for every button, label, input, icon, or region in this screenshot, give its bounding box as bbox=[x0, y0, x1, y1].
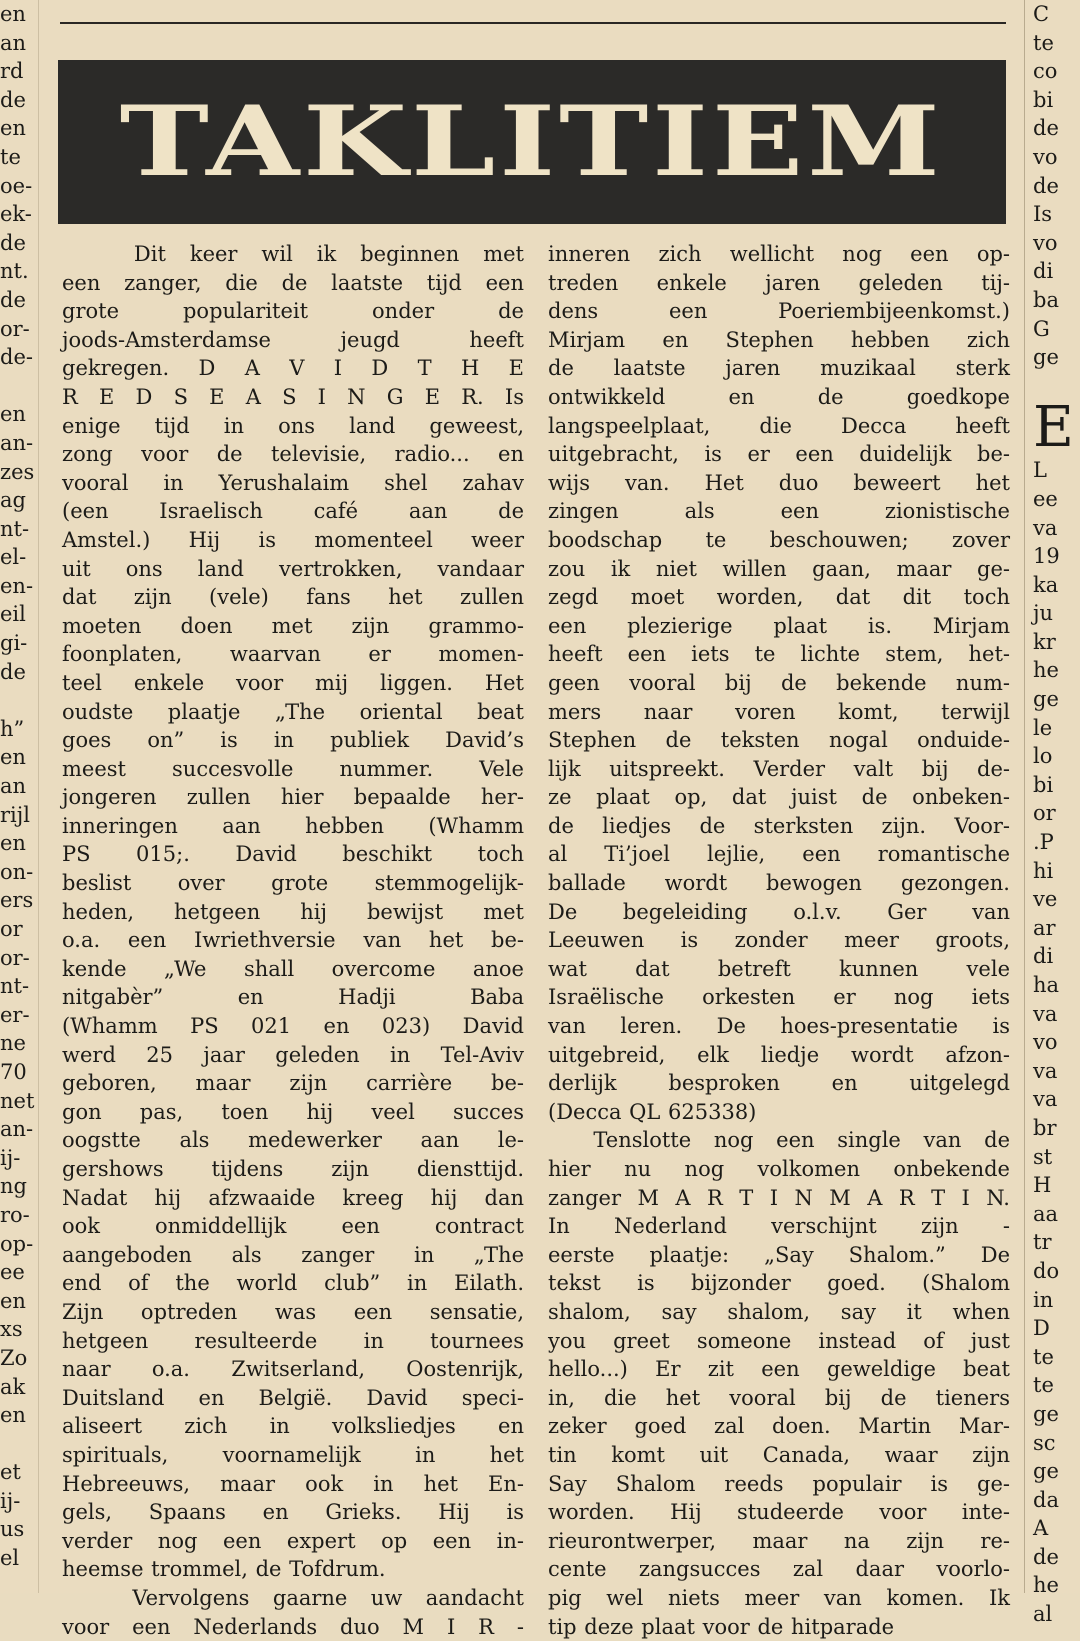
text-line: Hebreeuws, maar ook in het En- bbox=[62, 1470, 524, 1499]
cut-off-text: vo bbox=[1033, 143, 1080, 172]
text-line: geboren, maar zijn carrière be- bbox=[62, 1069, 524, 1098]
cut-off-text: sc bbox=[1033, 1429, 1080, 1458]
text-line: in, die het vooral bij de tieners bbox=[548, 1384, 1010, 1413]
cut-off-text: net bbox=[0, 1087, 36, 1116]
cut-off-text: ar bbox=[1033, 914, 1080, 943]
text-line: aangeboden als zanger in „The bbox=[62, 1241, 524, 1270]
cut-off-text: ju bbox=[1033, 599, 1080, 628]
cut-off-text: or bbox=[1033, 799, 1080, 828]
cut-off-text: Is bbox=[1033, 200, 1080, 229]
cut-off-text: en bbox=[0, 829, 36, 858]
left-neighbor-column bbox=[0, 0, 36, 1593]
text-line: heden, hetgeen hij bewijst met bbox=[62, 898, 524, 927]
text-line: Vervolgens gaarne uw aandacht bbox=[62, 1584, 524, 1613]
text-line: eerste plaatje: „Say Shalom.” De bbox=[548, 1241, 1010, 1270]
text-line: Mirjam en Stephen hebben zich bbox=[548, 326, 1010, 355]
text-line: R E D S E A S I N G E R. Is bbox=[62, 383, 524, 412]
cut-off-text: de bbox=[0, 229, 36, 258]
text-line: gekregen. D A V I D T H E bbox=[62, 354, 524, 383]
text-line: grote populariteit onder de bbox=[62, 297, 524, 326]
text-line: verder nog een expert op een in- bbox=[62, 1527, 524, 1556]
text-line: werd 25 jaar geleden in Tel-Aviv bbox=[62, 1041, 524, 1070]
cut-off-text: gi- bbox=[0, 629, 36, 658]
cut-off-text: nt- bbox=[0, 972, 36, 1001]
text-line: De begeleiding o.l.v. Ger van bbox=[548, 898, 1010, 927]
cut-off-text: hi bbox=[1033, 857, 1080, 886]
text-line: de laatste jaren muzikaal sterk bbox=[548, 354, 1010, 383]
text-line: cente zangsucces zal daar voorlo- bbox=[548, 1555, 1010, 1584]
text-line: Tenslotte nog een single van de bbox=[548, 1126, 1010, 1155]
text-line: al Ti’joel lejlie, een romantische bbox=[548, 840, 1010, 869]
text-line: PS 015;. David beschikt toch bbox=[62, 840, 524, 869]
cut-off-text: he bbox=[1033, 1571, 1080, 1600]
cut-off-text: da bbox=[1033, 1486, 1080, 1515]
text-line: tin komt uit Canada, waar zijn bbox=[548, 1441, 1010, 1470]
cut-off-text: or- bbox=[0, 944, 36, 973]
cut-off-text: ee bbox=[0, 1258, 36, 1287]
cut-off-text: on- bbox=[0, 858, 36, 887]
cut-off-text: te bbox=[1033, 1371, 1080, 1400]
cut-off-text: rd bbox=[0, 57, 36, 86]
column-divider-left bbox=[38, 0, 39, 1593]
cut-off-text: bi bbox=[1033, 86, 1080, 115]
cut-off-text: ak bbox=[0, 1373, 36, 1402]
cut-off-text: ve bbox=[1033, 885, 1080, 914]
cut-off-text: L bbox=[1033, 456, 1080, 485]
text-line: zou ik niet willen gaan, maar ge- bbox=[548, 555, 1010, 584]
cut-off-text bbox=[0, 372, 36, 401]
text-line: naar o.a. Zwitserland, Oostenrijk, bbox=[62, 1355, 524, 1384]
text-line: Leeuwen is zonder meer groots, bbox=[548, 926, 1010, 955]
text-line: (een Israelisch café aan de bbox=[62, 497, 524, 526]
cut-off-text: de- bbox=[0, 343, 36, 372]
cut-off-text: 70 bbox=[0, 1058, 36, 1087]
text-line: wat dat betreft kunnen vele bbox=[548, 955, 1010, 984]
text-line: (Whamm PS 021 en 023) David bbox=[62, 1012, 524, 1041]
cut-off-text: ge bbox=[1033, 343, 1080, 372]
text-line: dens een Poeriembijeenkomst.) bbox=[548, 297, 1010, 326]
text-line: end of the world club” in Eilath. bbox=[62, 1269, 524, 1298]
text-line: goes on” is in publiek David’s bbox=[62, 726, 524, 755]
text-line: Duitsland en België. David speci- bbox=[62, 1384, 524, 1413]
cut-off-text: et bbox=[0, 1458, 36, 1487]
text-line: spirituals, voornamelijk in het bbox=[62, 1441, 524, 1470]
text-line: zong voor de televisie, radio... en bbox=[62, 440, 524, 469]
text-line: meest succesvolle nummer. Vele bbox=[62, 755, 524, 784]
text-line: foonplaten, waarvan er momen- bbox=[62, 640, 524, 669]
cut-off-text: C bbox=[1033, 0, 1080, 29]
cut-off-text: ij- bbox=[0, 1144, 36, 1173]
cut-off-text: de bbox=[0, 86, 36, 115]
cut-off-text: te bbox=[1033, 29, 1080, 58]
text-line: Say Shalom reeds populair is ge- bbox=[548, 1470, 1010, 1499]
cut-off-text: el- bbox=[0, 543, 36, 572]
cut-off-text: di bbox=[1033, 942, 1080, 971]
cut-off-text: ge bbox=[1033, 685, 1080, 714]
text-line: boodschap te beschouwen; zover bbox=[548, 526, 1010, 555]
cut-off-text: ag bbox=[0, 486, 36, 515]
text-line: lijk uitspreekt. Verder valt bij de- bbox=[548, 755, 1010, 784]
cut-off-text bbox=[0, 1430, 36, 1459]
cut-off-text: D bbox=[1033, 1314, 1080, 1343]
text-line: (Decca QL 625338) bbox=[548, 1098, 1010, 1127]
cut-off-text: rijl bbox=[0, 801, 36, 830]
cut-off-text: ng bbox=[0, 1172, 36, 1201]
text-line: mers naar voren komt, terwijl bbox=[548, 698, 1010, 727]
title-banner bbox=[58, 60, 1006, 224]
cut-off-text: vo bbox=[1033, 229, 1080, 258]
cut-off-text: A bbox=[1033, 1514, 1080, 1543]
right-neighbor-column bbox=[1033, 0, 1080, 1593]
text-line: gels, Spaans en Grieks. Hij is bbox=[62, 1498, 524, 1527]
cut-off-text: va bbox=[1033, 514, 1080, 543]
article-column-middle bbox=[548, 240, 1010, 1641]
cut-off-text: 19 bbox=[1033, 542, 1080, 571]
text-line: heemse trommel, de Tofdrum. bbox=[62, 1555, 524, 1584]
text-line: uitgebreid, elk liedje wordt afzon- bbox=[548, 1041, 1010, 1070]
cut-off-text bbox=[0, 686, 36, 715]
text-line: derlijk besproken en uitgelegd bbox=[548, 1069, 1010, 1098]
text-line: hello...) Er zit een geweldige beat bbox=[548, 1355, 1010, 1384]
text-line: de liedjes de sterksten zijn. Voor- bbox=[548, 812, 1010, 841]
cut-off-text: el bbox=[0, 1544, 36, 1573]
text-line: vooral in Yerushalaim shel zahav bbox=[62, 469, 524, 498]
column-divider-right bbox=[1024, 0, 1025, 1593]
cut-off-text: de bbox=[1033, 114, 1080, 143]
text-line: geen vooral bij de bekende num- bbox=[548, 669, 1010, 698]
cut-off-text: zes bbox=[0, 458, 36, 487]
cut-off-text: ne bbox=[0, 1029, 36, 1058]
cut-off-text: de bbox=[0, 658, 36, 687]
text-line: moeten doen met zijn grammo- bbox=[62, 612, 524, 641]
cut-off-text: st bbox=[1033, 1143, 1080, 1172]
cut-off-text: aa bbox=[1033, 1200, 1080, 1229]
text-line: hetgeen resulteerde in tournees bbox=[62, 1327, 524, 1356]
text-line: zegd moet worden, dat dit toch bbox=[548, 583, 1010, 612]
text-line: worden. Hij studeerde voor inte- bbox=[548, 1498, 1010, 1527]
cut-off-text: en bbox=[0, 114, 36, 143]
cut-off-text: Zo bbox=[0, 1344, 36, 1373]
cut-off-text: ba bbox=[1033, 286, 1080, 315]
cut-off-text: en bbox=[0, 0, 36, 29]
cut-off-text: de bbox=[0, 286, 36, 315]
cut-off-text: an- bbox=[0, 429, 36, 458]
text-line: gershows tijdens zijn diensttijd. bbox=[62, 1155, 524, 1184]
text-line: zeker goed zal doen. Martin Mar- bbox=[548, 1412, 1010, 1441]
cut-off-text: en bbox=[0, 400, 36, 429]
text-line: oudste plaatje „The oriental beat bbox=[62, 698, 524, 727]
cut-off-text: oe- bbox=[0, 172, 36, 201]
text-line: Nadat hij afzwaaide kreeg hij dan bbox=[62, 1184, 524, 1213]
page-title: TAKLITIEM bbox=[120, 94, 944, 190]
text-line: nitgabèr” en Hadji Baba bbox=[62, 983, 524, 1012]
cut-off-text: or- bbox=[0, 315, 36, 344]
cut-off-text: le bbox=[1033, 714, 1080, 743]
cut-off-text: us bbox=[0, 1515, 36, 1544]
cut-off-text: ka bbox=[1033, 571, 1080, 600]
cut-off-text: ro- bbox=[0, 1201, 36, 1230]
text-line: kende „We shall overcome anoe bbox=[62, 955, 524, 984]
text-line: wijs van. Het duo beweert het bbox=[548, 469, 1010, 498]
cut-off-text: an- bbox=[0, 1115, 36, 1144]
text-line: jongeren zullen hier bepaalde her- bbox=[62, 783, 524, 812]
cut-off-text: lo bbox=[1033, 742, 1080, 771]
text-line: joods-Amsterdamse jeugd heeft bbox=[62, 326, 524, 355]
cut-off-text: an bbox=[0, 772, 36, 801]
cut-off-text: ge bbox=[1033, 1457, 1080, 1486]
text-line: pig wel niets meer van komen. Ik bbox=[548, 1584, 1010, 1613]
cut-off-text: nt. bbox=[0, 257, 36, 286]
cut-off-text: ers bbox=[0, 886, 36, 915]
cut-off-text: de bbox=[1033, 1543, 1080, 1572]
text-line: heeft een iets te lichte stem, het- bbox=[548, 640, 1010, 669]
text-line: beslist over grote stemmogelijk- bbox=[62, 869, 524, 898]
text-line: ook onmiddellijk een contract bbox=[62, 1212, 524, 1241]
text-line: you greet someone instead of just bbox=[548, 1327, 1010, 1356]
text-line: Amstel.) Hij is momenteel weer bbox=[62, 526, 524, 555]
cut-off-text: va bbox=[1033, 1000, 1080, 1029]
text-line: In Nederland verschijnt zijn - bbox=[548, 1212, 1010, 1241]
text-line: zingen als een zionistische bbox=[548, 497, 1010, 526]
text-line: ontwikkeld en de goedkope bbox=[548, 383, 1010, 412]
cut-off-text: en bbox=[0, 1401, 36, 1430]
text-line: van leren. De hoes-presentatie is bbox=[548, 1012, 1010, 1041]
text-line: inneringen aan hebben (Whamm bbox=[62, 812, 524, 841]
cut-off-text: op- bbox=[0, 1230, 36, 1259]
cut-off-text: de bbox=[1033, 172, 1080, 201]
text-line: rieurontwerper, maar na zijn re- bbox=[548, 1527, 1010, 1556]
cut-off-text: kr bbox=[1033, 628, 1080, 657]
cut-off-text: G bbox=[1033, 315, 1080, 344]
text-line: tekst is bijzonder goed. (Shalom bbox=[548, 1269, 1010, 1298]
text-line: Israëlische orkesten er nog iets bbox=[548, 983, 1010, 1012]
text-line: uit ons land vertrokken, vandaar bbox=[62, 555, 524, 584]
cut-off-text: E bbox=[1033, 400, 1080, 456]
cut-off-text: ek- bbox=[0, 200, 36, 229]
text-line: aliseert zich in volksliedjes en bbox=[62, 1412, 524, 1441]
cut-off-text: en- bbox=[0, 572, 36, 601]
top-rule bbox=[60, 22, 1006, 24]
cut-off-text: tr bbox=[1033, 1228, 1080, 1257]
cut-off-text: nt- bbox=[0, 515, 36, 544]
cut-off-text: xs bbox=[0, 1315, 36, 1344]
cut-off-text: va bbox=[1033, 1057, 1080, 1086]
text-line: tip deze plaat voor de hitparade bbox=[548, 1613, 1010, 1641]
cut-off-text: di bbox=[1033, 257, 1080, 286]
cut-off-text: vo bbox=[1033, 1028, 1080, 1057]
text-line: zanger M A R T I N M A R T I N. bbox=[548, 1184, 1010, 1213]
text-line: gon pas, toen hij veel succes bbox=[62, 1098, 524, 1127]
text-line: enige tijd in ons land geweest, bbox=[62, 412, 524, 441]
text-line: hier nu nog volkomen onbekende bbox=[548, 1155, 1010, 1184]
text-line: oogstte als medewerker aan le- bbox=[62, 1126, 524, 1155]
cut-off-text: h” bbox=[0, 715, 36, 744]
cut-off-text: ge bbox=[1033, 1400, 1080, 1429]
cut-off-text: in bbox=[1033, 1286, 1080, 1315]
text-line: Zijn optreden was een sensatie, bbox=[62, 1298, 524, 1327]
text-line: langspeelplaat, die Decca heeft bbox=[548, 412, 1010, 441]
cut-off-text: he bbox=[1033, 656, 1080, 685]
cut-off-text: te bbox=[1033, 1343, 1080, 1372]
cut-off-text: ha bbox=[1033, 971, 1080, 1000]
text-line: dat zijn (vele) fans het zullen bbox=[62, 583, 524, 612]
cut-off-text: al bbox=[1033, 1600, 1080, 1629]
text-line: treden enkele jaren geleden tij- bbox=[548, 269, 1010, 298]
cut-off-text: eil bbox=[0, 600, 36, 629]
cut-off-text: an bbox=[0, 29, 36, 58]
text-line: inneren zich wellicht nog een op- bbox=[548, 240, 1010, 269]
cut-off-text: va bbox=[1033, 1085, 1080, 1114]
cut-off-text: te bbox=[0, 143, 36, 172]
cut-off-text: br bbox=[1033, 1114, 1080, 1143]
text-line: een plezierige plaat is. Mirjam bbox=[548, 612, 1010, 641]
cut-off-text: or bbox=[0, 915, 36, 944]
text-line: een zanger, die de laatste tijd een bbox=[62, 269, 524, 298]
text-line: ze plaat op, dat juist de onbeken- bbox=[548, 783, 1010, 812]
text-line: shalom, say shalom, say it when bbox=[548, 1298, 1010, 1327]
cut-off-text: H bbox=[1033, 1171, 1080, 1200]
text-line: Stephen de teksten nogal onduide- bbox=[548, 726, 1010, 755]
text-line: Dit keer wil ik beginnen met bbox=[62, 240, 524, 269]
cut-off-text: er- bbox=[0, 1001, 36, 1030]
text-line: ballade wordt bewogen gezongen. bbox=[548, 869, 1010, 898]
cut-off-text: ee bbox=[1033, 485, 1080, 514]
text-line: o.a. een Iwriethversie van het be- bbox=[62, 926, 524, 955]
article-column-left bbox=[62, 240, 524, 1641]
cut-off-text: en bbox=[0, 743, 36, 772]
cut-off-text: do bbox=[1033, 1257, 1080, 1286]
text-line: teel enkele voor mij liggen. Het bbox=[62, 669, 524, 698]
text-line: uitgebracht, is er een duidelijk be- bbox=[548, 440, 1010, 469]
cut-off-text: .P bbox=[1033, 828, 1080, 857]
cut-off-text: bi bbox=[1033, 771, 1080, 800]
text-line: voor een Nederlands duo M I R - bbox=[62, 1613, 524, 1641]
cut-off-text: ij- bbox=[0, 1487, 36, 1516]
cut-off-text: co bbox=[1033, 57, 1080, 86]
cut-off-text: en bbox=[0, 1287, 36, 1316]
